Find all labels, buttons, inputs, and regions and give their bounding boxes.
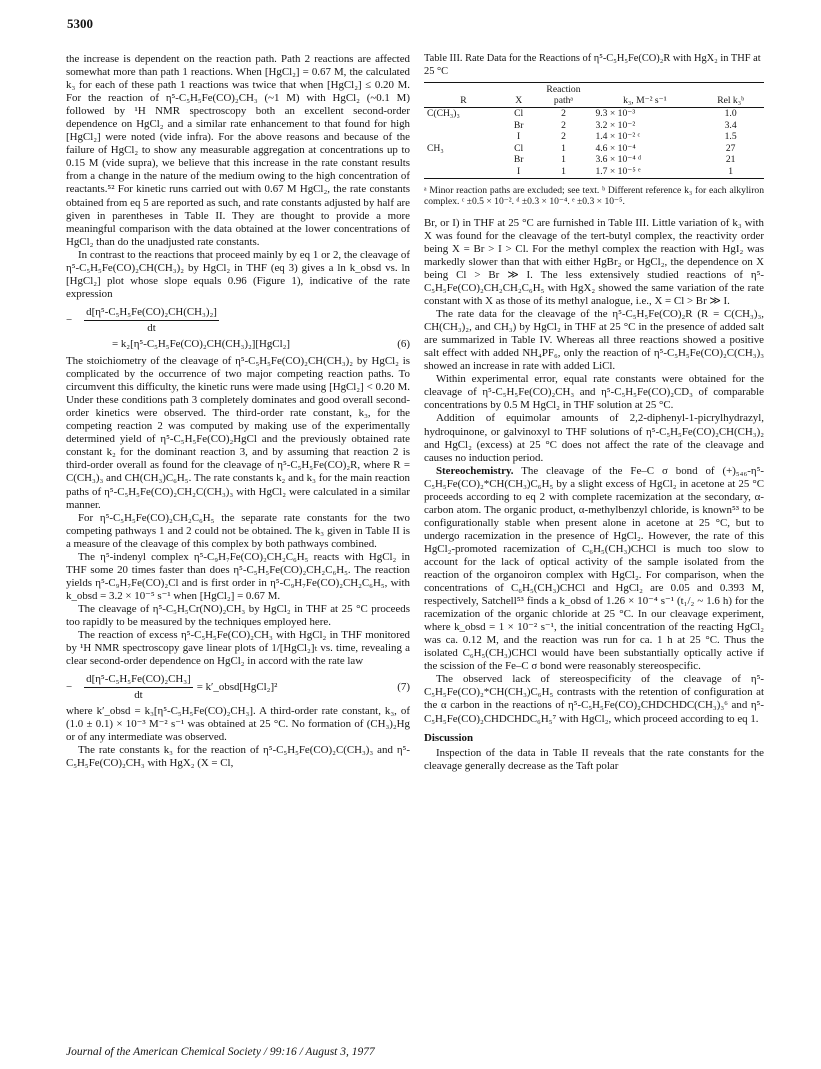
table-header: X: [515, 95, 523, 106]
table-cell: Cl: [514, 108, 524, 119]
page-number: 5300: [67, 16, 93, 31]
paragraph: Addition of equimolar amounts of 2,2-diphenyl-1-picrylhydrazyl, hydroquinone, or galvinoxyl to THF solutions of η⁵-C₅H₅Fe(CO)₂CH(CH₃)₂ and HgCl₂ (excess) at 25 °C does not affect the rate of the cleavage and causes no induction period.: [424, 412, 764, 464]
table-cell: 1: [561, 154, 566, 166]
paragraph: Inspection of the data in Table II reveals that the rate constants for the cleavage generally decrease as the Taft polar: [424, 746, 764, 772]
paragraph: The stoichiometry of the cleavage of η⁵-C₅H₅Fe(CO)₂CH(CH₃)₂ by HgCl₂ is complicated by the occurrence of two major competing reaction paths. To circumvent this difficulty, the kinetic runs were made using [HgCl₂] < 0.20 M. Under these conditions path 3 completely dominates and good overall second-order kinetics were observed. The third-order rate constant, k₃, for the competing reaction 2 was computed by making use of the experimentally determined yield of η⁵-C₅H₅Fe(CO)₂HgCl and the previously obtained rate constant k₂ for the dominant reaction 3, and by assuming that reaction 2 is third-order overall as found for the cleavage of η⁵-C₅H₅Fe(CO)₂R, where R = C(CH₃)₃ and CH(CH₃)C₆H₅. The rate constants k₂ and k₃ for the main reaction paths of η⁵-C₅H₅Fe(CO)₂CH₂C(CH₃)₃ with HgCl₂ were calculated in a similar manner.: [66, 355, 410, 511]
table-cell: 1.0: [724, 108, 737, 119]
equation-number: (7): [397, 681, 410, 694]
journal-footer: Journal of the American Chemical Society / 99:16 / August 3, 1977: [66, 1046, 375, 1058]
table-cell: C(CH₃)₃: [427, 108, 460, 119]
table-header: Reaction pathᵃ: [546, 84, 581, 106]
table-header: k₃, M⁻² s⁻¹: [623, 95, 667, 106]
table-cell: 3.6 × 10⁻⁴ ᵈ: [595, 154, 642, 166]
table-cell: I: [517, 131, 521, 143]
table-cell: [424, 154, 503, 166]
paragraph: The rate data for the cleavage of the η⁵-C₅H₅Fe(CO)₂R (R = C(CH₃)₃, CH(CH₃)₂, and CH₃) by HgCl₂ in THF at 25 °C in the presence of added salt are summarized in Table IV. Whereas all three reactions showed a positive salt effect with added NH₄PF₆, only the reaction of η⁵-C₅H₅Fe(CO)₂C(CH₃)₃ showed an increase in rate with added LiCl.: [424, 308, 764, 373]
table-row: [424, 120, 764, 132]
table-cell: 9.3 × 10⁻³: [595, 108, 636, 119]
equation-rhs: = k₂[η⁵-C₅H₅Fe(CO)₂CH(CH₃)₂][HgCl₂]: [112, 337, 291, 350]
table-cell: Br: [513, 119, 524, 131]
table-cell: Cl: [514, 142, 524, 154]
table-cell: 1.4 × 10⁻² ᶜ: [595, 131, 641, 143]
table-cell: 1.7 × 10⁻⁵ ᵉ: [595, 165, 641, 177]
table-header: Rel k₃ᵇ: [717, 95, 745, 106]
table-cell: 4.6 × 10⁻⁴: [595, 142, 636, 154]
table-cell: 21: [725, 154, 736, 166]
table-cell: 1.5: [724, 131, 737, 143]
paragraph: The observed lack of stereospecificity of the cleavage of η⁵-C₅H₅Fe(CO)₂*CH(CH₃)C₆H₅ contrasts with the retention of configuration at the α carbon in the reactions of η⁵-C₅H₅Fe(CO)₂CHDCHDC(CH₃)₃⁶ and η⁵-C₅H₅Fe(CO)₂CHDCHDC₆H₅⁷ with HgCl₂, which proceed according to eq 1.: [424, 673, 764, 725]
section-run-in-heading: Stereochemistry.: [436, 464, 514, 477]
paragraph: where k′_obsd = k₃[η⁵-C₅H₅Fe(CO)₂CH₃]. A third-order rate constant, k₃, of (1.0 ± 0.1) × 10⁻³ M⁻² s⁻¹ was obtained at 25 °C. No formation of (CH₃)₂Hg or of any intermediate was observed.: [66, 705, 410, 744]
paragraph: Br, or I) in THF at 25 °C are furnished in Table III. Little variation of k₃ with X was found for the cleavage of the tert-butyl complex, the reactivity order being X = Br > I > Cl. For the methyl complex the reaction with HgI₂ was markedly slower than that with either HgBr₂ or HgCl₂, the dependence on X being Cl > Br ≫ I. The less extensively studied reactions of η⁵-C₅H₅Fe(CO)₂CH₂CH₂C₆H₅ with HgX₂ showed the same variation of the rate constant with X as those of its methyl analogue, i.e., X = Cl > Br ≫ I.: [424, 216, 764, 308]
table-cell: [424, 131, 503, 143]
table-cell: CH₃: [427, 142, 444, 154]
table-row: [424, 154, 764, 166]
left-column: [66, 53, 410, 770]
paragraph: [424, 465, 764, 674]
paragraph: The η⁵-indenyl complex η⁵-C₉H₇Fe(CO)₂CH₂C₆H₅ reacts with HgCl₂ in THF some 20 times faster than does η⁵-C₅H₅Fe(CO)₂CH₂C₆H₅. The reaction yields η⁵-C₉H₇Fe(CO)₂Cl and is first order in η⁵-C₉H₇Fe(CO)₂CH₂C₆H₅, with k_obsd = 3.2 × 10⁻⁵ s⁻¹ when [HgCl₂] = 0.67 M.: [66, 550, 410, 602]
paragraph-text: The cleavage of the Fe–C σ bond of (+)₅₄₆-η⁵-C₅H₅Fe(CO)₂*CH(CH₃)C₆H₅ by a slight excess of HgCl₂ in acetone at 25 °C proceeds according to eq 2 with complete racemization at the secondary, α-carbon atom. The organic product, α-methylbenzyl chloride, is known⁵³ to be configurationally stable when present alone in acetone at 25 °C, but to undergo racemization in the presence of HgCl₂. However, the rate of this HgCl₂-promoted racemization of C₆H₅(CH₃)CHCl is much too slow to account for the lack of optical activity of the sample isolated from the reaction of the organoiron complex with HgCl₂. For comparison, when the concentrations of C₆H₅(CH₃)CHCl and HgCl₂ are 0.05 and 0.393 M, respectively, Satchell⁵³ finds a k_obsd of 1.26 × 10⁻⁴ s⁻¹ (t₁/₂ ~ 1.6 h) for the racemization of the organic chloride at 25 °C. In our cleavage experiment, where k_obsd = 1 × 10⁻² s⁻¹, the initial concentration of the reacting HgCl₂ was ca. 0.12 M, and the reaction was run for ca. 1 h at 25 °C. Thus the isolated C₆H₅(CH₃)CHCl would have been substantially optically active if the scission of the Fe–C σ bond were reasonably stereospecific.: [424, 464, 765, 673]
table-cell: 2: [561, 131, 566, 143]
equation-6: − $\frac{\text{d[η⁵-C₅H₅Fe(CO)₂CH(CH₃)₂]}}{dt}$: [66, 305, 217, 334]
table-cell: 3.2 × 10⁻²: [595, 119, 636, 131]
equation-rhs: = k′_obsd[HgCl₂]²: [196, 681, 278, 694]
equation-denominator: dt: [147, 321, 156, 334]
equation-denominator: dt: [134, 689, 143, 702]
table-row: [424, 143, 764, 155]
equation-number: (6): [397, 337, 410, 350]
paragraph: the increase is dependent on the reaction path. Path 2 reactions are affected somewhat more than path 1 reactions. When [HgCl₂] = 0.67 M, the calculated k₃ for each of these path 1 reactions was twice that when [HgCl₂] ≤ 0.20 M. For the reaction of η⁵-C₅H₅Fe(CO)₂CH₃ (~1 M) with HgCl₂ (~0.1 M) followed by ¹H NMR spectroscopy both an excellent second-order dependence on HgCl₂ and a similar rate enhancement to that found for high [HgCl₂] were noted (vide infra). For the above reasons and because of the failure of HgCl₂ to show any measurable aggregation at concentrations up to 0.15 M (vide supra), we believe that this increase in the rate constant results from a change in the nature of the medium owing to the high concentration of reactants.⁵² For kinetic runs carried out with 0.67 M HgCl₂, the rate constants obtained from eq 5 are reported as such, and rate constants adjusted by half are given in parentheses in Table II. They are thought to provide a more meaningful comparison with the data obtained at the lower concentrations of HgCl₂ than do the unadjusted rate constants.: [66, 53, 410, 248]
paragraph: The cleavage of η⁵-C₅H₅Cr(NO)₂CH₃ by HgCl₂ in THF at 25 °C proceeds too rapidly to be measured by the techniques employed here.: [66, 602, 410, 628]
paragraph: The rate constants k₃ for the reaction of η⁵-C₅H₅Fe(CO)₂C(CH₃)₃ and η⁵-C₅H₅Fe(CO)₂CH₃ with HgX₂ (X = Cl,: [66, 744, 410, 770]
rate-data-table: [424, 82, 764, 179]
equation-fraction: [84, 306, 219, 335]
table-row: [424, 166, 764, 178]
table-row: [424, 108, 764, 120]
section-heading: Discussion: [424, 731, 474, 744]
equation-7: − $\frac{\text{d[η⁵-C₅H₅Fe(CO)₂CH₃]}}{dt}$ = k′_obsd[HgCl₂]² (7): [66, 673, 410, 702]
table-title: Table III. Rate Data for the Reactions of η⁵-C₅H₅Fe(CO)₂R with HgX₂ in THF at 25 °C: [424, 53, 761, 77]
table-cell: Br: [513, 154, 524, 166]
table-footnote: ᵃ Minor reaction paths are excluded; see text. ᵇ Different reference k₃ for each alkyliron complex. ᶜ ±0.5 × 10⁻². ᵈ ±0.3 × 10⁻⁴. ᵉ ±0.3 × 10⁻⁵.: [424, 184, 764, 208]
equation-numerator: d[η⁵-C₅H₅Fe(CO)₂CH(CH₃)₂]: [84, 306, 219, 321]
table-cell: 1: [561, 165, 566, 177]
equation-6-rhs-line: [66, 338, 410, 351]
table-cell: 2: [561, 119, 566, 131]
equation-numerator: d[η⁵-C₅H₅Fe(CO)₂CH₃]: [84, 673, 193, 688]
right-column: [424, 53, 764, 773]
paragraph: Within experimental error, equal rate constants were obtained for the cleavage of η⁵-C₅H₅Fe(CO)₂CH₃ and η⁵-C₅H₅Fe(CO)₂CD₃ of comparable concentrations by 0.5 M HgCl₂ in THF solution at 25 °C.: [424, 373, 764, 412]
table-cell: 1: [728, 165, 734, 177]
paragraph: In contrast to the reactions that proceed mainly by eq 1 or 2, the cleavage of η⁵-C₅H₅Fe(CO)₂CH(CH₃)₂ by HgCl₂ in THF (eq 3) gives a ln k_obsd vs. ln [HgCl₂] plot whose slope equals 0.96 (Figure 1), indicative of the rate expression: [66, 248, 410, 300]
table-cell: I: [517, 165, 521, 177]
table-cell: 3.4: [724, 119, 737, 131]
table-cell: 2: [561, 108, 566, 119]
table-cell: 27: [725, 142, 736, 154]
table-header-row: [424, 83, 764, 108]
table-row: [424, 131, 764, 143]
equation-fraction: [84, 673, 193, 702]
table-header: R: [460, 95, 467, 106]
table-cell: [424, 120, 503, 132]
paragraph: For η⁵-C₅H₅Fe(CO)₂CH₂C₆H₅ the separate rate constants for the two competing pathways 1 and 2 could not be obtained. The k₃ given in Table II is a measure of the cleavage of this complex by both pathways combined.: [66, 511, 410, 550]
paragraph: The reaction of excess η⁵-C₅H₅Fe(CO)₂CH₃ with HgCl₂ in THF monitored by ¹H NMR spectroscopy gave linear plots of 1/[HgCl₂]ₜ vs. time, revealing a clear second-order dependence on HgCl₂ in accord with the rate law: [66, 629, 410, 668]
table-cell: [424, 166, 503, 178]
table-cell: 1: [561, 142, 566, 154]
